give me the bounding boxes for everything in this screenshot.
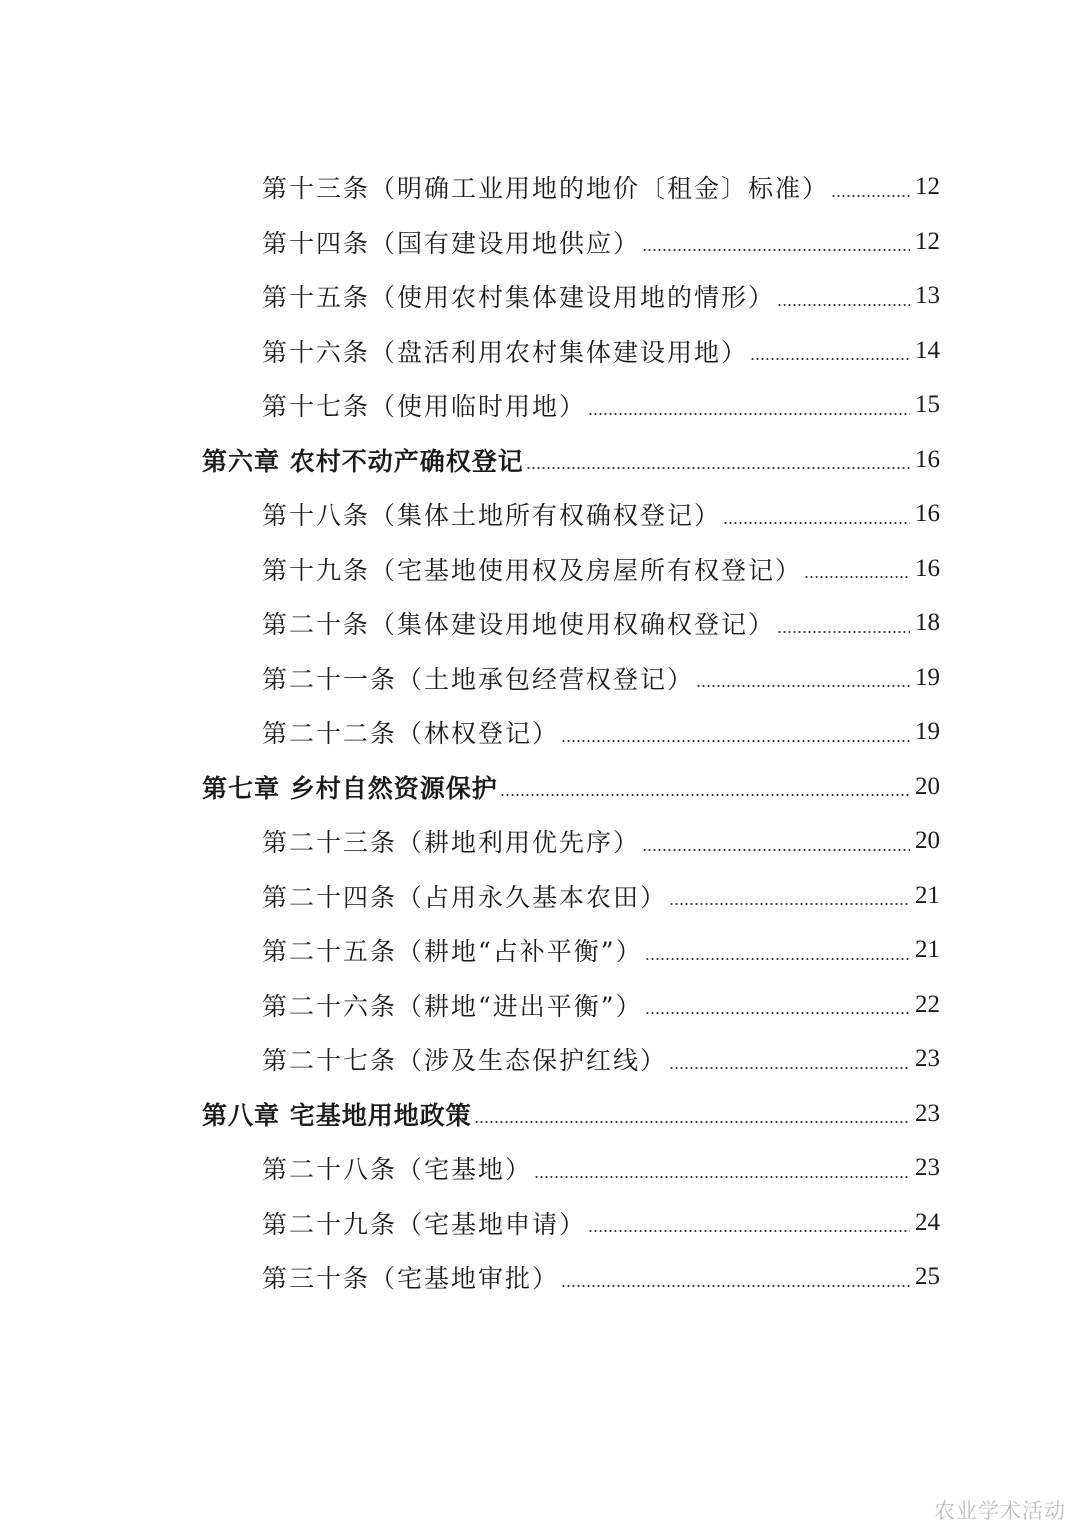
toc-chapter[interactable] <box>0 1087 1080 1142</box>
toc-entry-title: 第二十五条（耕地“占补平衡”） <box>262 937 643 967</box>
toc-entry-title: 第十四条（国有建设用地供应） <box>262 228 641 258</box>
toc-entry-page: 23 <box>915 1154 940 1182</box>
dot-leader <box>750 356 910 362</box>
dot-leader <box>645 1010 910 1016</box>
toc-entry-title: 第二十三条（耕地利用优先序） <box>262 828 641 858</box>
dot-leader <box>588 411 910 417</box>
toc-chapter-page: 23 <box>915 1099 940 1127</box>
dot-leader <box>777 629 910 635</box>
toc-entry-page: 12 <box>915 227 940 255</box>
toc-entry[interactable] <box>0 324 1080 379</box>
dot-leader <box>777 302 910 308</box>
toc-entry-page: 22 <box>915 990 940 1018</box>
toc-entry[interactable] <box>0 269 1080 324</box>
dot-leader <box>526 465 910 471</box>
table-of-contents <box>0 160 1080 1305</box>
toc-entry-title: 第十五条（使用农村集体建设用地的情形） <box>262 283 776 313</box>
toc-chapter[interactable] <box>0 760 1080 815</box>
toc-entry[interactable] <box>0 651 1080 706</box>
dot-leader <box>669 1065 910 1071</box>
toc-entry-title: 第二十八条（宅基地） <box>262 1155 533 1185</box>
dot-leader <box>474 1119 910 1125</box>
dot-leader <box>500 792 910 798</box>
dot-leader <box>534 1174 910 1180</box>
toc-entry[interactable] <box>0 1196 1080 1251</box>
dot-leader <box>561 1283 910 1289</box>
toc-entry-title: 第二十一条（土地承包经营权登记） <box>262 664 695 694</box>
toc-entry-page: 21 <box>915 936 940 964</box>
toc-entry-title: 第二十九条（宅基地申请） <box>262 1209 587 1239</box>
toc-chapter-title: 第六章 农村不动产确权登记 <box>202 446 524 476</box>
dot-leader <box>645 956 910 962</box>
dot-leader <box>642 847 910 853</box>
toc-entry-page: 19 <box>915 663 940 691</box>
toc-entry-page: 15 <box>915 391 940 419</box>
toc-entry[interactable] <box>0 814 1080 869</box>
toc-entry[interactable] <box>0 1141 1080 1196</box>
toc-chapter-title: 第七章 乡村自然资源保护 <box>202 773 498 803</box>
dot-leader <box>669 901 910 907</box>
toc-entry-page: 12 <box>915 173 940 201</box>
toc-entry-title: 第二十二条（林权登记） <box>262 719 560 749</box>
toc-entry-page: 13 <box>915 282 940 310</box>
toc-entry-page: 19 <box>915 718 940 746</box>
dot-leader <box>831 193 910 199</box>
toc-entry[interactable] <box>0 215 1080 270</box>
toc-entry-title: 第二十六条（耕地“进出平衡”） <box>262 991 643 1021</box>
dot-leader <box>561 738 910 744</box>
toc-entry-title: 第十八条（集体土地所有权确权登记） <box>262 501 722 531</box>
toc-entry-page: 24 <box>915 1208 940 1236</box>
toc-entry[interactable] <box>0 378 1080 433</box>
toc-entry-title: 第十九条（宅基地使用权及房屋所有权登记） <box>262 555 803 585</box>
toc-entry-page: 21 <box>915 881 940 909</box>
toc-entry[interactable] <box>0 160 1080 215</box>
toc-entry[interactable] <box>0 705 1080 760</box>
toc-entry-title: 第二十四条（占用永久基本农田） <box>262 882 668 912</box>
toc-entry[interactable] <box>0 978 1080 1033</box>
toc-entry-page: 18 <box>915 609 940 637</box>
toc-entry[interactable] <box>0 542 1080 597</box>
toc-entry-title: 第十七条（使用临时用地） <box>262 392 587 422</box>
toc-chapter[interactable] <box>0 433 1080 488</box>
toc-entry[interactable] <box>0 487 1080 542</box>
toc-entry-page: 23 <box>915 1045 940 1073</box>
toc-entry-page: 20 <box>915 827 940 855</box>
toc-entry[interactable] <box>0 923 1080 978</box>
dot-leader <box>696 683 910 689</box>
toc-entry[interactable] <box>0 1250 1080 1305</box>
toc-entry-page: 25 <box>915 1263 940 1291</box>
dot-leader <box>588 1228 910 1234</box>
toc-entry[interactable] <box>0 1032 1080 1087</box>
toc-entry-title: 第十三条（明确工业用地的地价〔租金〕标准） <box>262 174 830 204</box>
toc-chapter-title: 第八章 宅基地用地政策 <box>202 1100 472 1130</box>
toc-entry-page: 14 <box>915 336 940 364</box>
toc-chapter-page: 20 <box>915 772 940 800</box>
toc-entry[interactable] <box>0 869 1080 924</box>
toc-entry-page: 16 <box>915 500 940 528</box>
watermark: 农业学术活动 <box>934 1499 1066 1523</box>
toc-entry-title: 第二十七条（涉及生态保护红线） <box>262 1046 668 1076</box>
toc-entry-title: 第十六条（盘活利用农村集体建设用地） <box>262 337 749 367</box>
dot-leader <box>642 247 910 253</box>
dot-leader <box>804 574 910 580</box>
toc-entry[interactable] <box>0 596 1080 651</box>
toc-entry-title: 第二十条（集体建设用地使用权确权登记） <box>262 610 776 640</box>
toc-chapter-page: 16 <box>915 445 940 473</box>
toc-entry-page: 16 <box>915 554 940 582</box>
dot-leader <box>723 520 910 526</box>
toc-entry-title: 第三十条（宅基地审批） <box>262 1264 560 1294</box>
